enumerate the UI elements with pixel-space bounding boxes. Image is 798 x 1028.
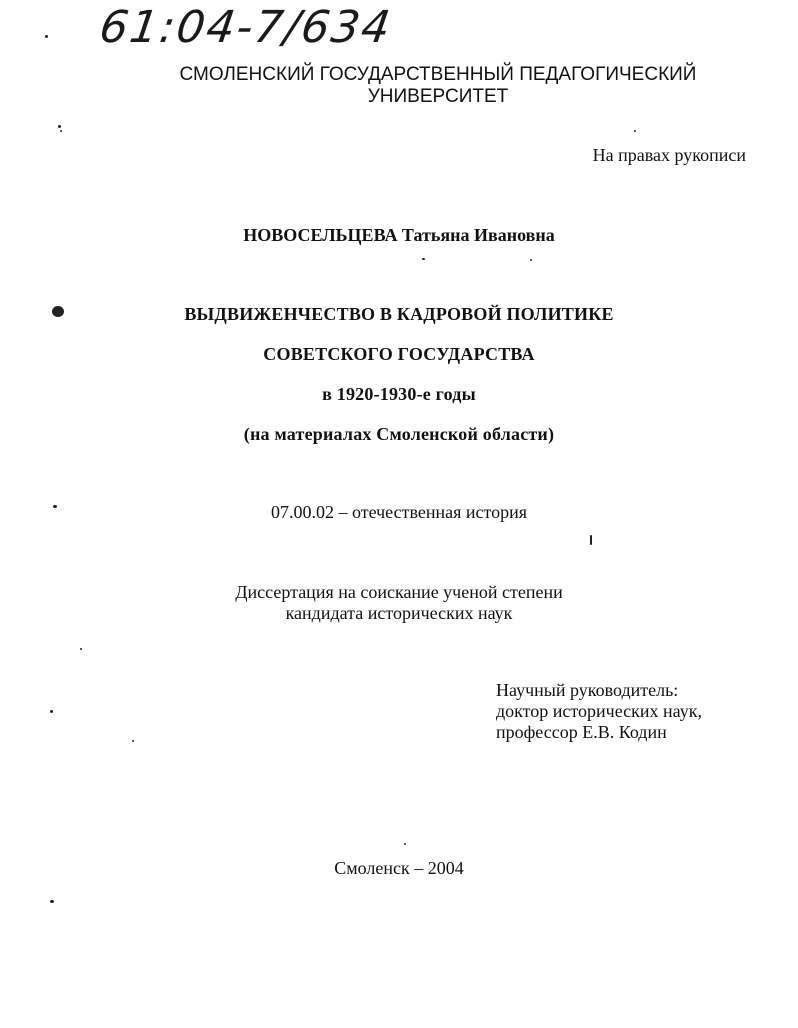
author-name: НОВОСЕЛЬЦЕВА Татьяна Ивановна: [243, 225, 555, 245]
dissertation-title-line1: ВЫДВИЖЕНЧЕСТВО В КАДРОВОЙ ПОЛИТИКЕ: [184, 304, 614, 324]
dissertation-title-line4: (на материалах Смоленской области): [243, 424, 555, 444]
place-and-year: Смоленск – 2004: [334, 858, 464, 878]
supervisor-line2: доктор исторических наук,: [496, 701, 702, 721]
dissertation-title-line2: СОВЕТСКОГО ГОСУДАРСТВА: [263, 344, 535, 364]
university-name-line1: СМОЛЕНСКИЙ ГОСУДАРСТВЕННЫЙ ПЕДАГОГИЧЕСКИЙ: [179, 64, 697, 85]
handwritten-catalog-number: 61:04-7/634: [96, 2, 396, 53]
rights-note: На правах рукописи: [592, 145, 746, 165]
supervisor-line1: Научный руководитель:: [496, 680, 679, 700]
specialty-code: 07.00.02 – отечественная история: [270, 502, 528, 522]
university-name-line2: УНИВЕРСИТЕТ: [367, 86, 509, 107]
supervisor-block: [496, 680, 702, 743]
supervisor-line3: профессор Е.В. Кодин: [496, 722, 667, 742]
dissertation-title-line3: в 1920-1930-е годы: [322, 384, 476, 404]
degree-line2: кандидата исторических наук: [285, 603, 513, 623]
degree-line1: Диссертация на соискание ученой степени: [235, 582, 563, 602]
